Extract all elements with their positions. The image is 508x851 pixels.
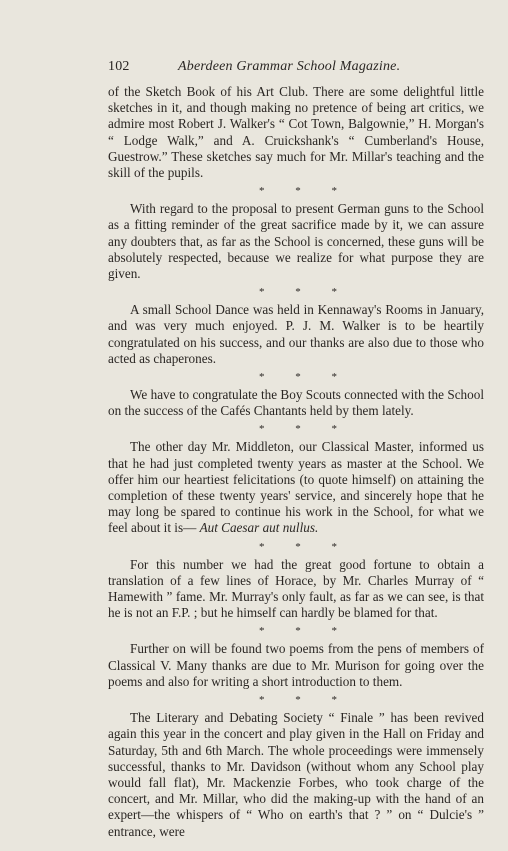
latin-quote: Aut Caesar aut nullus. (199, 520, 319, 536)
magazine-title: Aberdeen Grammar School Magazine. (178, 59, 401, 74)
section-divider: * * * (259, 540, 351, 553)
paragraph-classical-v-poems: Further on will be found two poems from the pens of members of Classical V. Many thanks are due to Mr. Murison for going over the poems and also for writing a short introduction to them. (108, 641, 484, 689)
section-divider: * * * (259, 423, 351, 436)
paragraph-classical-master-text: The other day Mr. Middleton, our Classical Master, informed us that he had just completed twenty years as master at the School. We offer him our heartiest felicitations (to quote himself) on attaining the completion of these twenty years' service, and sincerely hope that he may long be spared to continue his work in the School, for what we feel about it is— (108, 439, 484, 536)
section-divider: * * * (259, 185, 351, 198)
paragraph-sketch-book: of the Sketch Book of his Art Club. There are some delightful little sketches in it, and though making no pretence of being art critics, we admire most Robert J. Walker's “ Cot Town, Balgownie,” H. Morgan's “ Lodge Walk,” and A. Cruickshank's “ Cumberland's House, Guestrow.” These sketches say much for Mr. Millar's teaching and the skill of the pupils. (108, 84, 484, 181)
page-number: 102 (108, 59, 130, 74)
paragraph-school-dance: A small School Dance was held in Kennaway's Rooms in January, and was very much enjoyed. P. J. M. Walker is to be heartily congratulated on his success, and our thanks are also due to those who acted as chaperones. (108, 302, 484, 366)
section-divider: * * * (259, 371, 351, 384)
running-header (108, 58, 408, 76)
paragraph-horace-translation: For this number we had the great good fortune to obtain a translation of a few lines of Horace, by Mr. Charles Murray of “ Hamewith ” fame. Mr. Murray's only fault, as far as we can see, is that he is not an F.P. ; but he himself can hardly be blamed for that. (108, 556, 484, 621)
paragraph-classical-master (108, 439, 484, 536)
paragraph-german-guns: With regard to the proposal to present German guns to the School as a fitting reminder of the great sacrifice made by it, we can assure any doubters that, as far as the School is concerned, these guns will be absolutely respected, because we realize for what purpose they are given. (108, 201, 484, 282)
paragraph-literary-society: The Literary and Debating Society “ Finale ” has been revived again this year in the concert and play given in the Hall on Friday and Saturday, 5th and 6th March. The whole proceedings were immensely successful, thanks to Mr. Davidson (without whom any School play would fall flat), Mr. Mackenzie Forbes, who took charge of the concert, and Mr. Millar, who did the making-up with the hand of an expert—the whispers of “ Who on earth's that ? ” on “ Dulcie's ” entrance, were (108, 710, 484, 839)
section-divider: * * * (259, 694, 351, 707)
article-body (108, 84, 484, 840)
section-divider: * * * (259, 286, 351, 299)
section-divider: * * * (259, 625, 351, 638)
paragraph-boy-scouts: We have to congratulate the Boy Scouts connected with the School on the success of the Cafés Chantants held by them lately. (108, 387, 484, 419)
